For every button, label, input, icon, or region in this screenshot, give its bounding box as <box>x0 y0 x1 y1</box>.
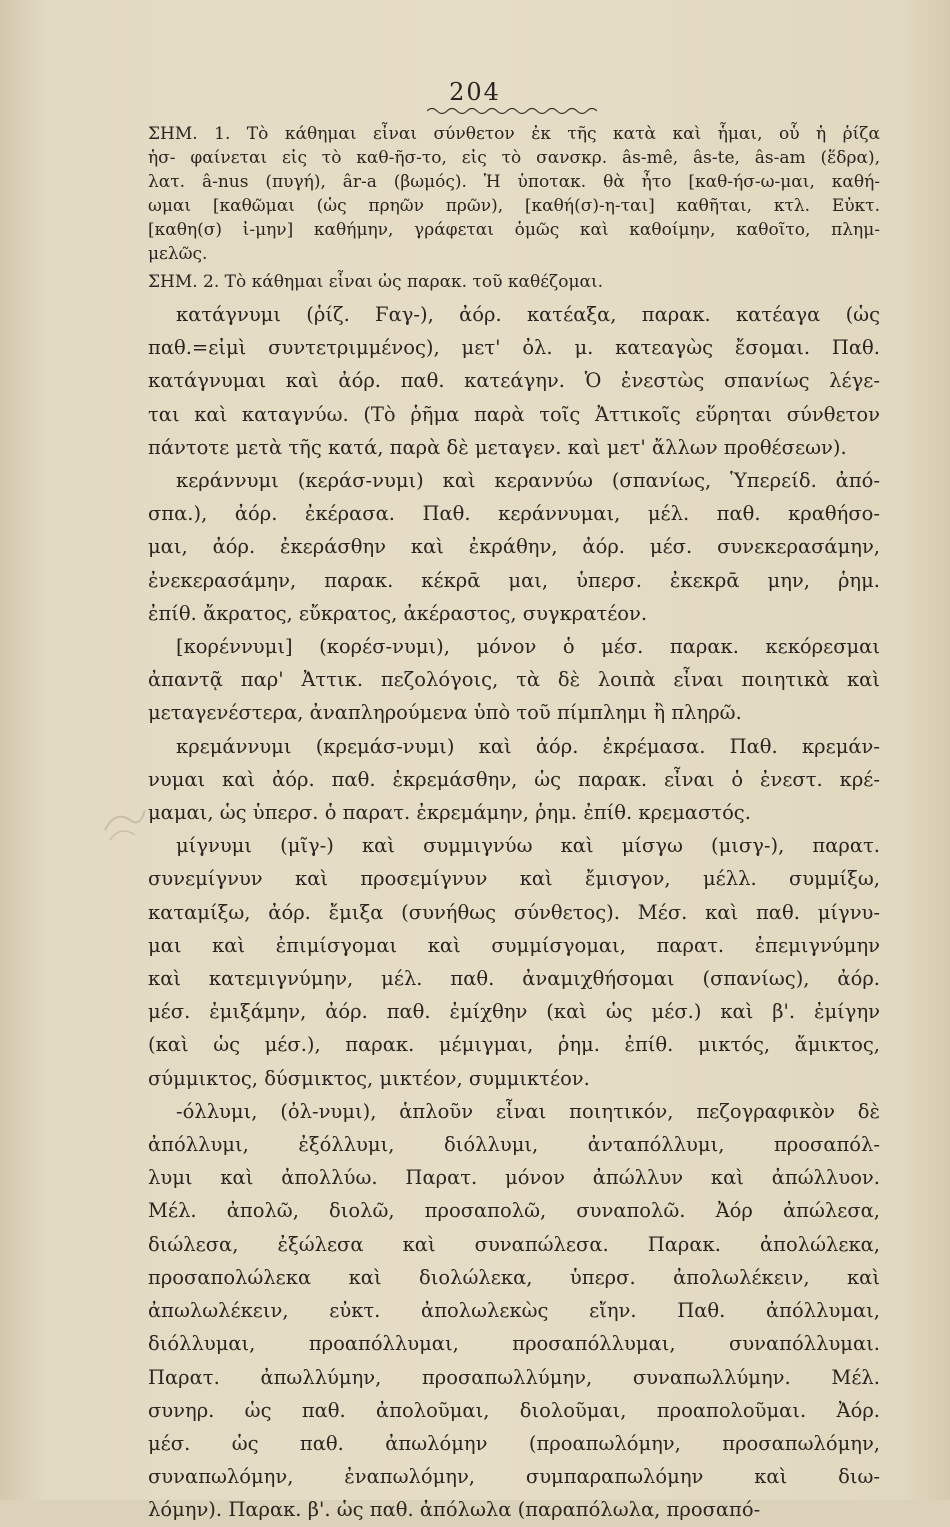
note-block <box>148 122 880 266</box>
entry-line: καὶ κατεμιγνύμην, μέλ. παθ. ἀναμιχθήσομαι (σπανίως), ἀόρ. <box>148 967 880 991</box>
entry-line: μεταγενέστερα, ἀναπληρούμενα ὑπὸ τοῦ πίμπλημι ἢ πληρῶ. <box>148 701 742 725</box>
note-line: ωμαι [καθῶμαι (ὡς πρηῶν πρῶν), [καθή(σ)-η-ται] καθῆται, κτλ. Εὐκτ. <box>148 196 880 216</box>
notes-section <box>148 122 880 294</box>
entry-line: μέσ. ὡς παθ. ἀπωλόμην (προαπωλόμην, προσαπωλόμην, <box>148 1431 880 1455</box>
entry-line: ἀπόλλυμι, ἐξόλλυμι, διόλλυμι, ἀνταπόλλυμι, προσαπόλ- <box>148 1133 880 1157</box>
note-line: ΣΗΜ. 1. Τὸ κάθημαι εἶναι σύνθετον ἐκ τῆς κατὰ καὶ ἧμαι, οὗ ἡ ῥίζα <box>148 124 880 144</box>
note-line: λατ. â-nus (πυγή), âr-a (βωμός). Ἡ ὑποτακ. θὰ ἦτο [καθ-ήσ-ω-μαι, καθή- <box>148 172 880 192</box>
entry-line: ἀπαντᾷ παρ' Ἀττικ. πεζολόγοις, τὰ δὲ λοιπὰ εἶναι ποιητικὰ καὶ <box>148 668 880 692</box>
dictionary-entry <box>148 464 880 630</box>
entry-headword-line: κεράννυμι (κεράσ-νυμι) καὶ κεραννύω (σπανίως, Ὑπερείδ. ἀπό- <box>176 469 880 493</box>
entry-line: ἀπωλωλέκειν, εὐκτ. ἀπολωλεκὼς εἴην. Παθ. ἀπόλλυμαι, <box>148 1299 880 1323</box>
entry-line: λυμι καὶ ἀπολλύω. Παρατ. μόνον ἀπώλλυν καὶ ἀπώλλυον. <box>148 1166 880 1190</box>
entry-headword-line: μίγνυμι (μῖγ-) καὶ συμμιγνύω καὶ μίσγω (μισγ-), παρατ. <box>176 834 880 858</box>
entry-line: προσαπολώλεκα καὶ διολώλεκα, ὑπερσ. ἀπολωλέκειν, καὶ <box>148 1265 880 1289</box>
entry-line: διόλλυμαι, προαπόλλυμαι, προσαπόλλυμαι, συναπόλλυμαι. <box>148 1332 880 1356</box>
entry-line: νυμαι καὶ ἀόρ. παθ. ἐκρεμάσθην, ὡς παρακ. εἶναι ὁ ἐνεστ. κρέ- <box>148 767 880 791</box>
entry-headword-line: κατάγνυμι (ῥίζ. Ϝαγ-), ἀόρ. κατέαξα, παρακ. κατέαγα (ὡς <box>176 303 880 326</box>
entry-line: λόμην). Παρακ. β'. ὡς παθ. ἀπόλωλα (παραπόλωλα, προσαπό- <box>148 1498 761 1522</box>
dictionary-entry <box>148 298 880 464</box>
entry-line: Μέλ. ἀπολῶ, διολῶ, προσαπολῶ, συναπολῶ. Ἀόρ ἀπώλεσα, <box>148 1199 880 1223</box>
entry-line: σύμμικτος, δύσμικτος, μικτέον, συμμικτέον. <box>148 1066 590 1090</box>
entry-line: πάντοτε μετὰ τῆς κατά, παρὰ δὲ μεταγεν. καὶ μετ' ἄλλων προθέσεων). <box>148 435 847 459</box>
entry-line: καταμίξω, ἀόρ. ἔμιξα (συνήθως σύνθετος). Μέσ. καὶ παθ. μίγνυ- <box>148 900 880 924</box>
entry-line: ἐνεκερασάμην, παρακ. κέκρᾱ μαι, ὑπερσ. ἐκεκρᾱ μην, ῥημ. <box>148 568 880 592</box>
ink-stain-mark <box>95 790 155 850</box>
entry-line: παθ.=εἰμὶ συντετριμμένος), μετ' ὀλ. μ. κατεαγὼς ἔσομαι. Παθ. <box>148 336 880 360</box>
entry-line: κατάγνυμαι καὶ ἀόρ. παθ. κατεάγην. Ὁ ἐνεστὼς σπανίως λέγε- <box>148 369 880 393</box>
note-line: μελῶς. <box>148 244 208 264</box>
dictionary-entry <box>148 630 880 730</box>
entry-line: Παρατ. ἀπωλλύμην, προσαπωλλύμην, συναπωλλύμην. Μέλ. <box>148 1365 880 1389</box>
entry-line: (καὶ ὡς μέσ.), παρακ. μέμιγμαι, ῥημ. ἐπίθ. μικτός, ἄμικτος, <box>148 1033 880 1057</box>
entry-line: συνεμίγνυν καὶ προσεμίγνυν καὶ ἔμισγον, μέλλ. συμμίξω, <box>148 867 880 891</box>
entry-line: ἐπίθ. ἄκρατος, εὔκρατος, ἀκέραστος, συγκρατέον. <box>148 601 648 625</box>
entry-headword-line: [κορέννυμι] (κορέσ-νυμι), μόνον ὁ μέσ. παρακ. κεκόρεσμαι <box>176 635 880 659</box>
wavy-rule-ornament <box>427 106 597 116</box>
dictionary-entry <box>148 730 880 830</box>
page-content <box>148 122 880 1527</box>
entry-line: μέσ. ἐμιξάμην, ἀόρ. παθ. ἐμίχθην (καὶ ὡς μέσ.) καὶ β'. ἐμίγην <box>148 1000 880 1024</box>
entry-line: μαι καὶ ἐπιμίσγομαι καὶ συμμίσγομαι, παρατ. ἐπεμιγνύμην <box>148 933 880 957</box>
page-number: 204 <box>449 78 501 106</box>
entry-line: μαι, ἀόρ. ἐκεράσθην καὶ ἐκράθην, ἀόρ. μέσ. συνεκερασάμην, <box>148 535 880 559</box>
entry-headword-line: -όλλυμι, (ὀλ-νυμι), ἁπλοῦν εἶναι ποιητικόν, πεζογραφικὸν δὲ <box>176 1099 880 1123</box>
note-line: ἡσ- φαίνεται εἰς τὸ καθ-ῆσ-το, εἰς τὸ σανσκρ. âs-mê, âs-te, âs-am (ἕδρα), <box>148 148 880 168</box>
entry-line: συνηρ. ὡς παθ. ἀπολοῦμαι, διολοῦμαι, προαπολοῦμαι. Ἀόρ. <box>148 1398 880 1422</box>
entries-section <box>148 298 880 1527</box>
note-line: ΣΗΜ. 2. Τὸ κάθημαι εἶναι ὡς παρακ. τοῦ καθέζομαι. <box>148 272 604 292</box>
entry-line: ται καὶ καταγνύω. (Τὸ ῥῆμα παρὰ τοῖς Ἀττικοῖς εὕρηται σύνθετον <box>148 402 880 426</box>
dictionary-entry <box>148 1095 880 1527</box>
entry-line: μαμαι, ὡς ὑπερσ. ὁ παρατ. ἐκρεμάμην, ῥημ. ἐπίθ. κρεμαστός. <box>148 801 751 825</box>
note-block <box>148 270 880 294</box>
note-line: [καθη(σ) ἰ-μην] καθήμην, γράφεται ὁμῶς καὶ καθοίμην, καθοῖτο, πλημ- <box>148 220 880 240</box>
entry-headword-line: κρεμάννυμι (κρεμάσ-νυμι) καὶ ἀόρ. ἐκρέμασα. Παθ. κρεμάν- <box>176 734 880 758</box>
dictionary-entry <box>148 829 880 1095</box>
entry-line: συναπωλόμην, ἐναπωλόμην, συμπαραπωλόμην καὶ διω- <box>148 1465 880 1489</box>
entry-line: διώλεσα, ἐξώλεσα καὶ συναπώλεσα. Παρακ. ἀπολώλεκα, <box>148 1232 880 1256</box>
entry-line: σπα.), ἀόρ. ἐκέρασα. Παθ. κεράννυμαι, μέλ. παθ. κραθήσο- <box>148 502 880 526</box>
